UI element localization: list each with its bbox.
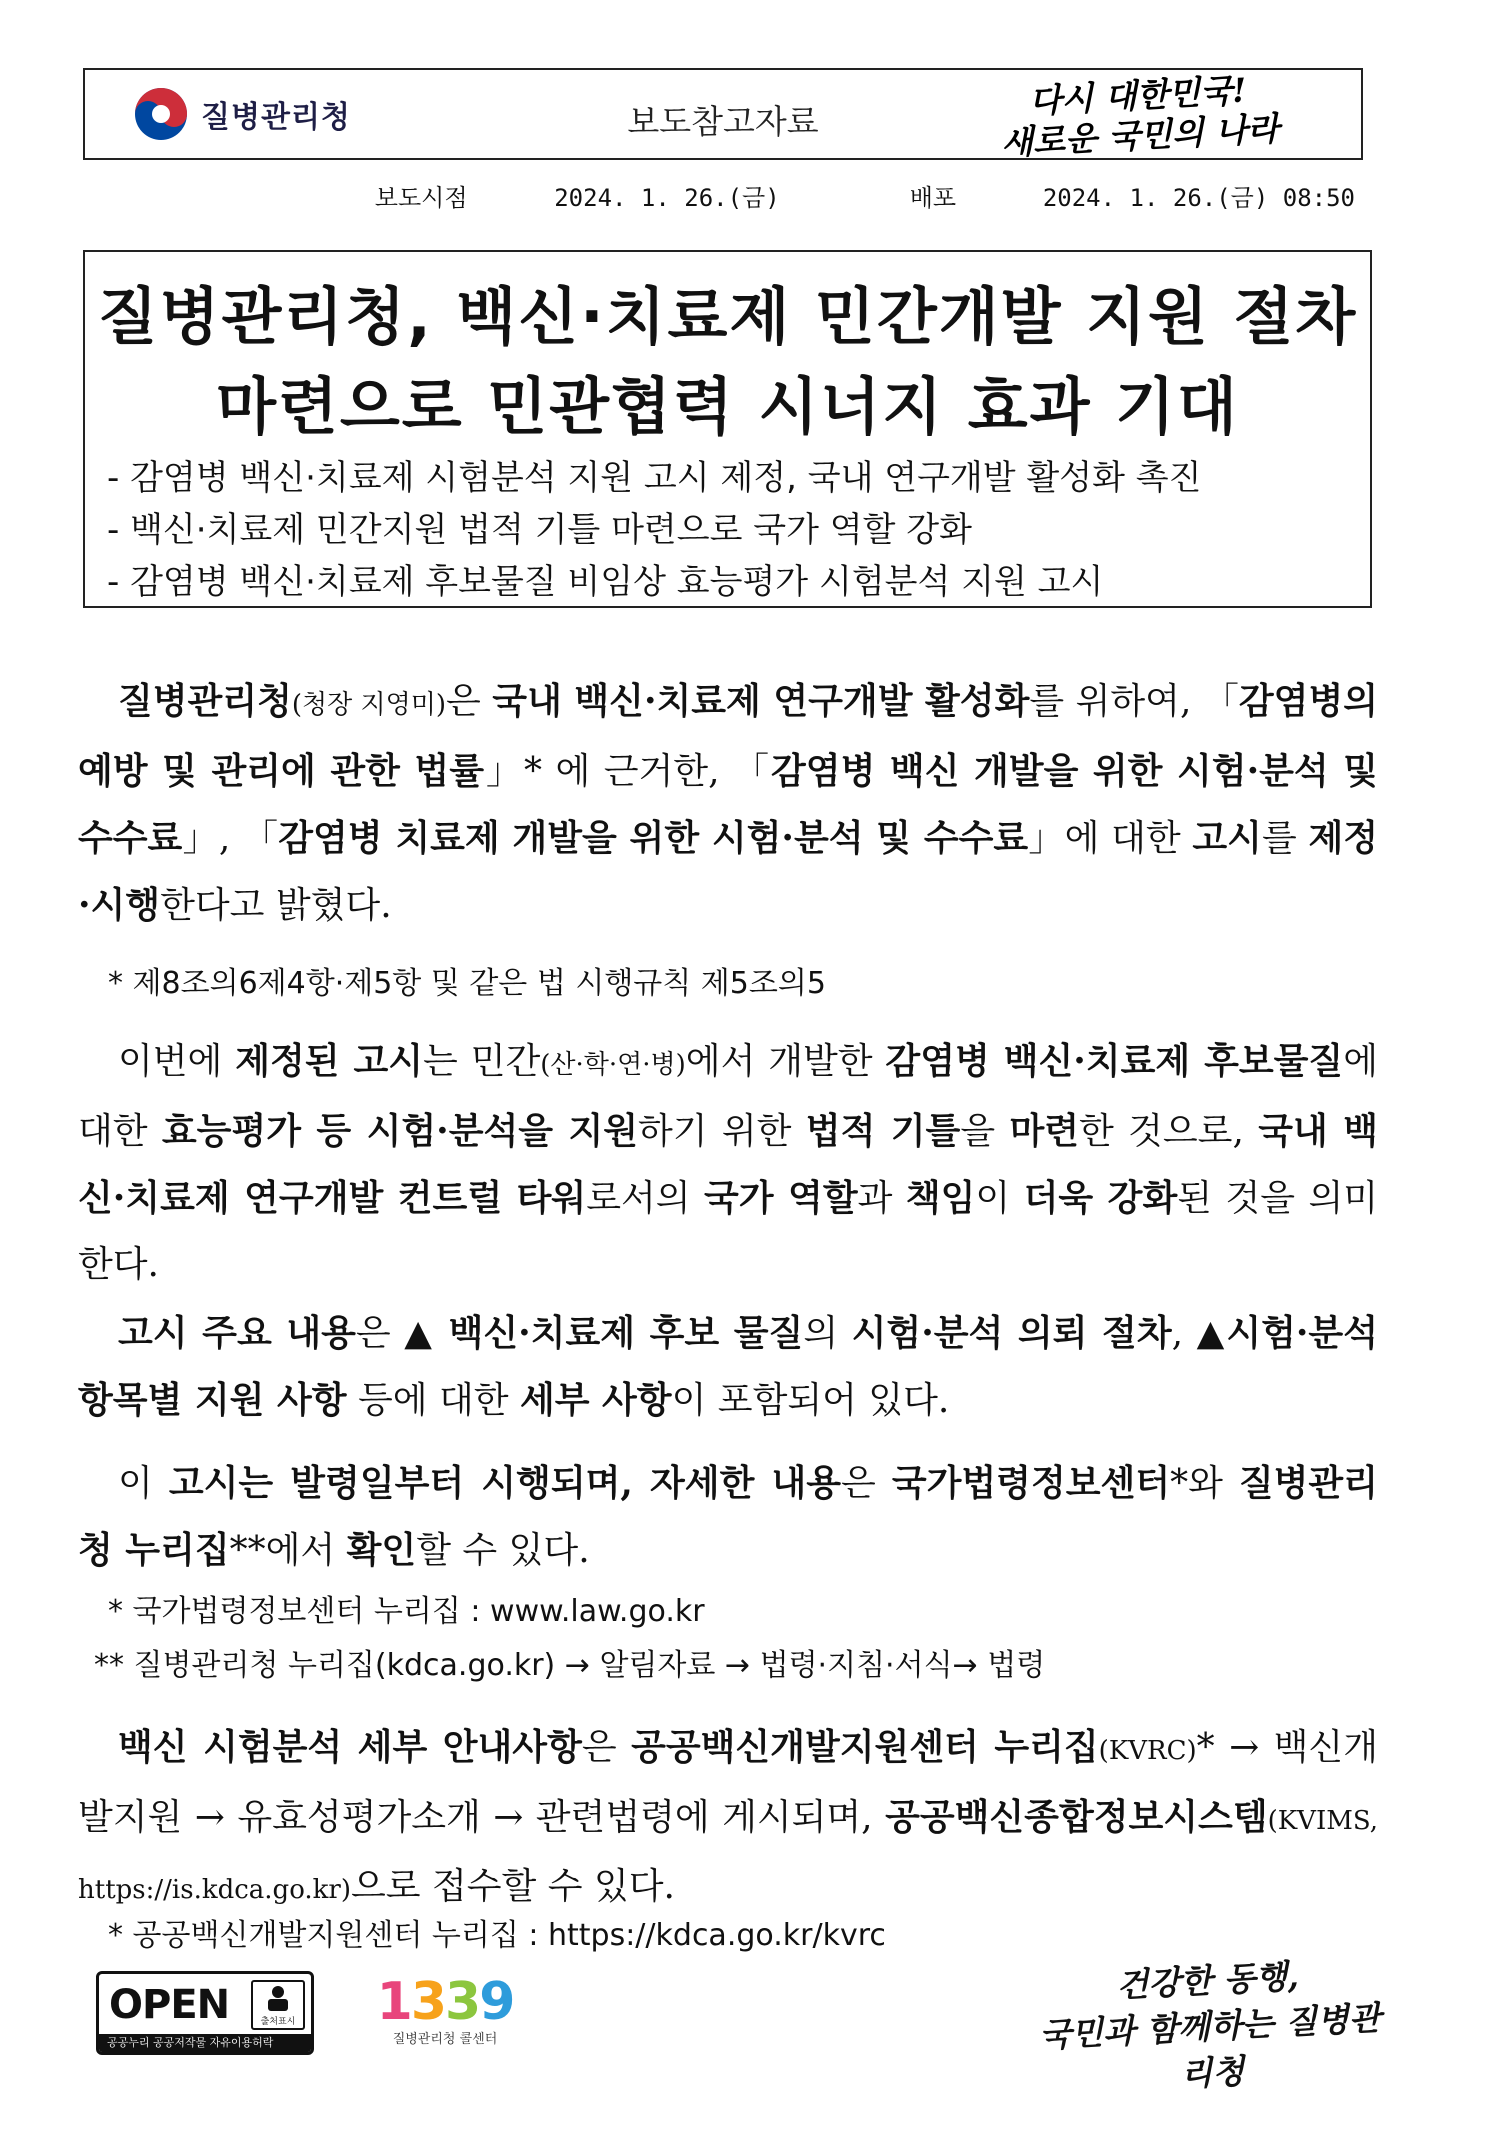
report-time-value: 2024. 1. 26.(금) xyxy=(554,184,780,212)
text-bold: 감염병 백신 개발을 위한 시험·분석 및 수수료 xyxy=(78,750,1378,859)
footer-slogan-line1: 건강한 동행, xyxy=(1115,1956,1300,2005)
text: 를 위하여, 「 xyxy=(1029,681,1239,722)
text-bold: 고시는 발령일부터 시행되며, 자세한 내용 xyxy=(168,1462,842,1504)
footer-slogan xyxy=(1027,1949,1394,2106)
text: 에서 개발한 xyxy=(685,1041,886,1082)
open-word: OPEN xyxy=(109,1982,230,2028)
text: , xyxy=(1171,1313,1197,1354)
text-bold: 더욱 강화 xyxy=(1023,1177,1178,1219)
release-meta xyxy=(0,178,1355,213)
text: 은 xyxy=(355,1313,405,1354)
text: **에서 xyxy=(229,1530,347,1571)
text: (산·학·연·병) xyxy=(540,1050,686,1080)
paragraph-2 xyxy=(78,1028,1378,1298)
text-bold: 국가법령정보센터 xyxy=(891,1462,1171,1504)
text-bold: ▲시험·분석 항목별 지원 사항 xyxy=(78,1312,1378,1421)
text: 할 수 있다. xyxy=(416,1530,590,1571)
text-bold: 책임 xyxy=(905,1177,976,1219)
callcenter-digit: 3 xyxy=(445,1972,480,2032)
paragraph-3 xyxy=(78,1300,1378,1434)
text-bold: 백신 시험분석 세부 안내사항 xyxy=(118,1726,582,1768)
subheading: - 백신·치료제 민간지원 법적 기틀 마련으로 국가 역할 강화 xyxy=(107,510,972,550)
text-bold: 고시 주요 내용 xyxy=(118,1312,356,1354)
header-slogan-line2: 새로운 국민의 나라 xyxy=(1000,108,1280,163)
text-bold: 감염병 치료제 개발을 위한 시험·분석 및 수수료 xyxy=(278,817,1029,859)
text-bold: 질병관리청 xyxy=(118,680,292,722)
text-bold: 감염병 백신·치료제 후보물질 xyxy=(885,1040,1344,1082)
text: 이 xyxy=(975,1178,1024,1219)
text-bold: 마련 xyxy=(1009,1110,1080,1152)
text: 는 민간 xyxy=(423,1041,541,1082)
footnote-1: * 제8조의6제4항·제5항 및 같은 법 시행규칙 제5조의5 xyxy=(108,966,826,1001)
text: 이 포함되어 있다. xyxy=(671,1380,950,1421)
text: *와 xyxy=(1170,1463,1239,1504)
callcenter-digit: 3 xyxy=(410,1972,445,2032)
text: 에 대한 xyxy=(78,1041,1378,1152)
open-caption: 공공누리 공공저작물 자유이용허락 xyxy=(99,2034,311,2052)
subheading: - 감염병 백신·치료제 시험분석 지원 고시 제정, 국내 연구개발 활성화 촉진 xyxy=(107,458,1202,498)
text: 된 것을 의미한다. xyxy=(78,1178,1378,1285)
text-bold: 시험·분석 의뢰 절차 xyxy=(851,1312,1172,1354)
header-slogan-line1: 다시 대한민국! xyxy=(1028,70,1248,121)
text: 이 xyxy=(118,1463,169,1504)
text-bold: 법적 기틀 xyxy=(805,1110,961,1152)
attribution-icon xyxy=(251,1980,305,2030)
text: 을 xyxy=(960,1111,1010,1152)
text: 의 xyxy=(803,1313,852,1354)
text-bold: ▲ 백신·치료제 후보 물질 xyxy=(404,1312,804,1354)
text: 등에 대한 xyxy=(346,1380,520,1421)
title-box xyxy=(83,250,1372,608)
text: 로서의 xyxy=(586,1178,704,1219)
headline xyxy=(85,272,1370,452)
footnote-3: ** 질병관리청 누리집(kdca.go.kr) → 알림자료 → 법령·지침·서식→ 법령 xyxy=(94,1648,1046,1683)
callcenter-logo xyxy=(370,1972,520,2047)
text: 」* 에 근거한, 「 xyxy=(484,751,772,792)
subheadings xyxy=(107,452,1360,608)
text: 이번에 xyxy=(118,1041,236,1082)
distribution-label: 배포 xyxy=(909,184,957,212)
footer-slogan-line2: 국민과 함께하는 질병관리청 xyxy=(1038,1998,1382,2094)
text: 한 것으로, xyxy=(1079,1111,1259,1152)
header-slogan xyxy=(977,68,1301,165)
header-box xyxy=(83,68,1363,163)
text-bold: 국내 백신·치료제 연구개발 컨트럴 타워 xyxy=(78,1110,1378,1219)
callcenter-digit: 9 xyxy=(479,1972,514,2032)
text: 」, 「 xyxy=(182,818,279,859)
text: 를 xyxy=(1261,818,1309,859)
text-bold: 고시 xyxy=(1192,817,1262,859)
text: 하기 위한 xyxy=(638,1111,806,1152)
text-bold: 공공백신개발지원센터 누리집 xyxy=(631,1726,1099,1768)
footnote-4: * 공공백신개발지원센터 누리집 : https://kdca.go.kr/kvrc xyxy=(108,1918,886,1953)
text: (KVRC) xyxy=(1098,1736,1197,1766)
attribution-label: 출처표시 xyxy=(260,2017,296,2027)
text-bold: 제정·시행 xyxy=(78,817,1378,926)
document-type: 보도참고자료 xyxy=(627,102,819,141)
text: 은 xyxy=(446,681,493,722)
report-time-label: 보도시점 xyxy=(374,184,468,212)
text: 과 xyxy=(857,1178,906,1219)
paragraph-5 xyxy=(78,1714,1378,1923)
text: 은 xyxy=(841,1463,892,1504)
text: * → 백신개발지원 → 유효성평가소개 → 관련법령에 게시되며, xyxy=(78,1727,1378,1838)
text-bold: 공공백신종합정보시스템 xyxy=(885,1796,1268,1838)
text-bold: 국내 백신·치료제 연구개발 활성화 xyxy=(492,680,1030,722)
text-bold: 감염병의 예방 및 관리에 관한 법률 xyxy=(78,680,1378,792)
text: (청장 지영미) xyxy=(291,690,447,720)
text: 은 xyxy=(581,1727,632,1768)
text: (KVIMS, https://is.kdca.go.kr) xyxy=(78,1806,1378,1905)
callcenter-number xyxy=(370,1972,520,2032)
kogl-open-badge xyxy=(96,1971,314,2055)
person-icon xyxy=(253,1982,303,2012)
paragraph-1 xyxy=(78,668,1378,939)
agency-name: 질병관리청 xyxy=(201,100,351,135)
text-bold: 제정된 고시 xyxy=(235,1040,424,1082)
callcenter-label: 질병관리청 콜센터 xyxy=(392,2032,498,2047)
text-bold: 국가 역할 xyxy=(703,1177,858,1219)
text-bold: 효능평가 등 시험·분석을 지원 xyxy=(161,1110,639,1152)
distribution-value: 2024. 1. 26.(금) 08:50 xyxy=(1042,184,1355,212)
text-bold: 질병관리청 누리집 xyxy=(78,1462,1378,1571)
text: 으로 접수할 수 있다. xyxy=(351,1866,675,1907)
callcenter-digit: 1 xyxy=(376,1972,411,2032)
text: 」에 대한 xyxy=(1028,818,1193,859)
headline-line1: 질병관리청, 백신·치료제 민간개발 지원 절차 xyxy=(97,280,1358,353)
text-bold: 세부 사항 xyxy=(519,1379,672,1421)
text-bold: 확인 xyxy=(346,1529,417,1571)
subheading: - 감염병 백신·치료제 후보물질 비임상 효능평가 시험분석 지원 고시 xyxy=(107,562,1104,602)
footnote-2: * 국가법령정보센터 누리집 : www.law.go.kr xyxy=(108,1594,705,1629)
paragraph-4 xyxy=(78,1450,1378,1584)
headline-line2: 마련으로 민관협력 시너지 효과 기대 xyxy=(216,370,1239,443)
text: 한다고 밝혔다. xyxy=(160,885,392,926)
